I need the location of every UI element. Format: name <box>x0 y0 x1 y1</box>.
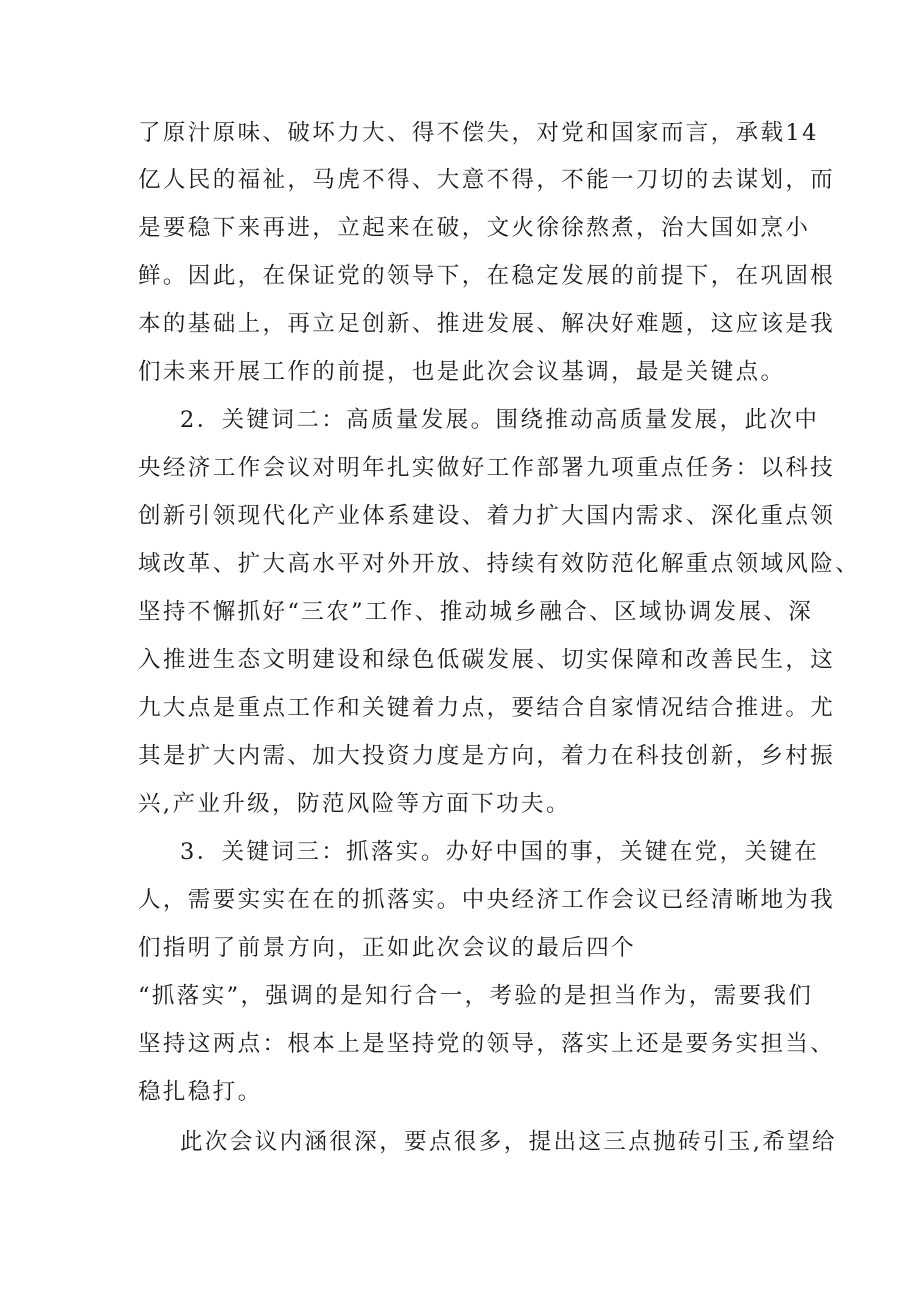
text-line: 鲜。因此，在保证党的领导下，在稳定发展的前提下，在巩固根 <box>138 263 836 289</box>
paragraph-heading-keyword-3: 3．关键词三：抓落实。办好中国的事，关键在党，关键在 <box>180 839 820 865</box>
text-line: 了原汁原味、破坏力大、得不偿失，对党和国家而言，承载14 <box>138 120 819 146</box>
text-line: 是要稳下来再进，立起来在破，文火徐徐熬煮，治大国如烹小 <box>138 215 811 241</box>
text-line: 们指明了前景方向，正如此次会议的最后四个 <box>138 935 637 961</box>
paragraph-heading-keyword-2: 2．关键词二：高质量发展。围绕推动高质量发展，此次中 <box>180 407 820 433</box>
text-line: 稳扎稳打。 <box>138 1079 263 1105</box>
paragraph-closing: 此次会议内涵很深，要点很多，提出这三点抛砖引玉,希望给 <box>180 1129 837 1155</box>
text-line: 本的基础上，再立足创新、推进发展、解决好难题，这应该是我 <box>138 311 836 337</box>
text-line: 九大点是重点工作和关键着力点，要结合自家情况结合推进。尤 <box>138 695 836 721</box>
text-line: 兴,产业升级，防范风险等方面下功夫。 <box>138 791 571 817</box>
text-line: 其是扩大内需、加大投资力度是方向，着力在科技创新，乡村振 <box>138 743 836 769</box>
text-line: 创新引领现代化产业体系建设、着力扩大国内需求、深化重点领 <box>138 503 836 529</box>
text-line: 人，需要实实在在的抓落实。中央经济工作会议已经清晰地为我 <box>138 887 836 913</box>
text-line: 们未来开展工作的前提，也是此次会议基调，最是关键点。 <box>138 359 786 385</box>
text-line: “抓落实”，强调的是知行合一，考验的是担当作为，需要我们 <box>138 983 814 1009</box>
text-line: 坚持不懈抓好“三农”工作、推动城乡融合、区域协调发展、深 <box>138 599 814 625</box>
text-line: 域改革、扩大高水平对外开放、持续有效防范化解重点领域风险、 <box>138 551 861 577</box>
text-line: 入推进生态文明建设和绿色低碳发展、切实保障和改善民生，这 <box>138 647 836 673</box>
text-line: 坚持这两点：根本上是坚持党的领导，落实上还是要务实担当、 <box>138 1031 836 1057</box>
text-line: 亿人民的福祉，马虎不得、大意不得，不能一刀切的去谋划，而 <box>138 167 836 193</box>
text-line: 央经济工作会议对明年扎实做好工作部署九项重点任务：以科技 <box>138 455 836 481</box>
